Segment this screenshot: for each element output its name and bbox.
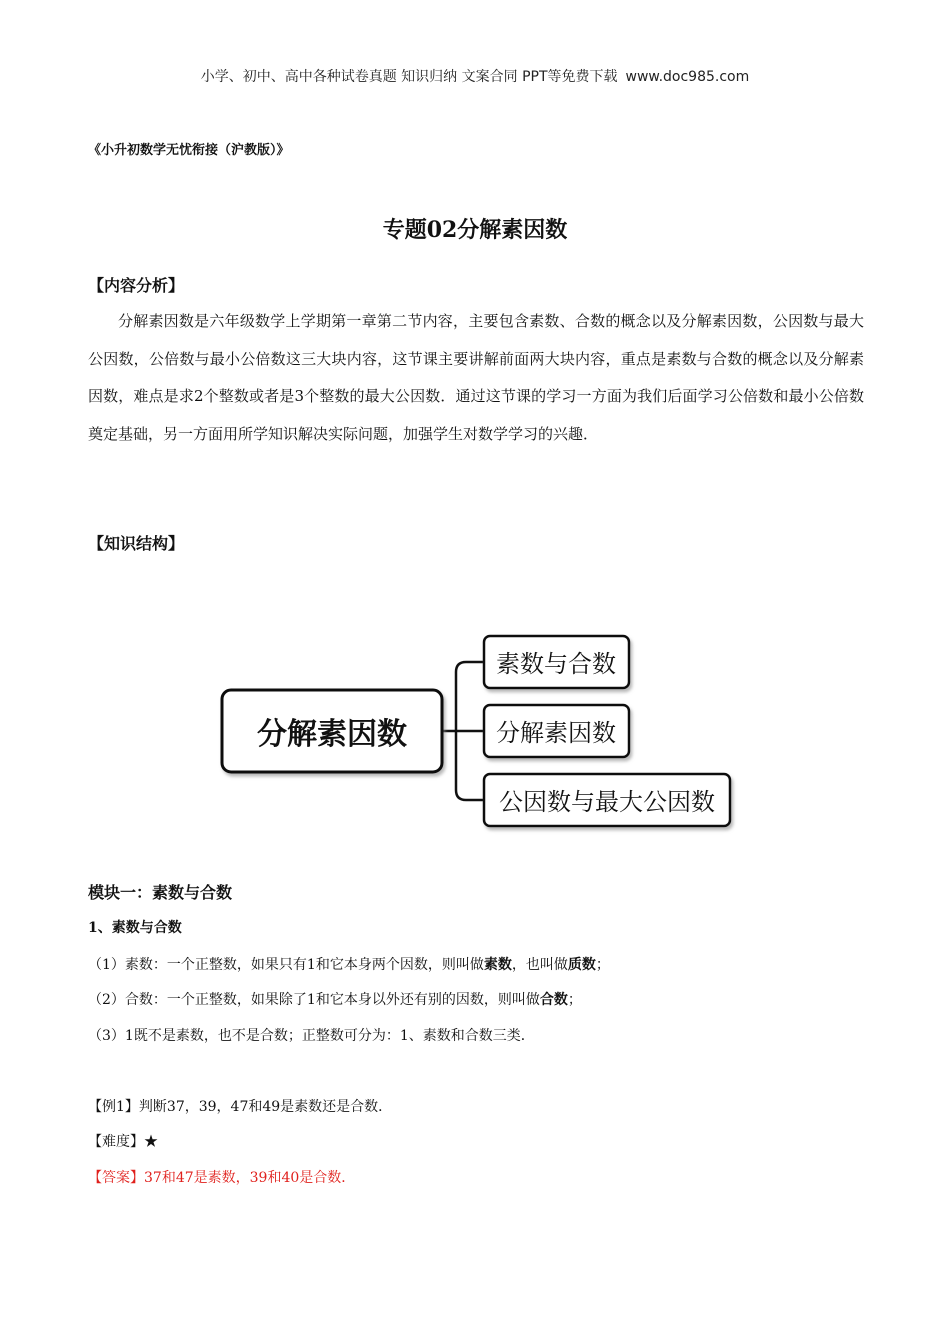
example-question: 【例1】判断37，39，47和49是素数还是合数． <box>88 1099 393 1115</box>
mindmap-root-label: 分解素因数 <box>257 717 407 752</box>
mindmap-child-label: 分解素因数 <box>496 719 616 747</box>
definition-classification: （3）1既不是素数，也不是合数；正整数可分为：1、素数和合数三类． <box>88 1028 535 1044</box>
mindmap-root-node <box>222 690 442 772</box>
mindmap-child-label: 公因数与最大公因数 <box>499 788 715 816</box>
knowledge-structure-heading: 【知识结构】 <box>88 534 185 553</box>
module-subtitle: 1、素数与合数 <box>88 920 182 936</box>
page-title: 专题02分解素因数 <box>382 217 568 243</box>
definition-prime: （1）素数：一个正整数，如果只有1和它本身两个因数，则叫做素数，也叫做质数； <box>88 957 610 973</box>
page-header <box>0 66 950 86</box>
mindmap-child-node <box>484 774 730 826</box>
example-answer: 【答案】37和47是素数，39和40是合数． <box>88 1170 356 1186</box>
example-difficulty: 【难度】★ <box>88 1134 158 1150</box>
definition-composite: （2）合数：一个正整数，如果除了1和它本身以外还有别的因数，则叫做合数； <box>88 992 582 1008</box>
module-title: 模块一：素数与合数 <box>88 883 233 902</box>
mindmap-child-label: 素数与合数 <box>496 650 616 678</box>
header-url[interactable]: www.doc985.com <box>625 69 750 85</box>
header-text: 小学、初中、高中各种试卷真题 知识归纳 文案合同 PPT等免费下载 <box>200 69 618 85</box>
mindmap-child-node <box>484 705 629 757</box>
series-title: 《小升初数学无忧衔接（沪教版）》 <box>88 143 290 158</box>
mindmap-child-node <box>484 636 629 688</box>
mindmap-connectors <box>442 662 484 800</box>
knowledge-mindmap <box>0 620 950 840</box>
difficulty-stars: ★ <box>144 1134 158 1150</box>
content-analysis-heading: 【内容分析】 <box>88 276 185 295</box>
content-analysis-paragraph: 分解素因数是六年级数学上学期第一章第二节内容，主要包含素数、合数的概念以及分解素因数，公因数与最大公因数，公倍数与最小公倍数这三大块内容，这节课主要讲解前面两大块内容，重点是素数与合数的概念以及分解素因数，难点是求2个整数或者是3个整数的最大公因数．通过这节课的学习一方面为我们后面学习公倍数和最小公倍数奠定基础，另一方面用所学知识解决实际问题，加强学生对数学学习的兴趣． <box>88 312 864 443</box>
